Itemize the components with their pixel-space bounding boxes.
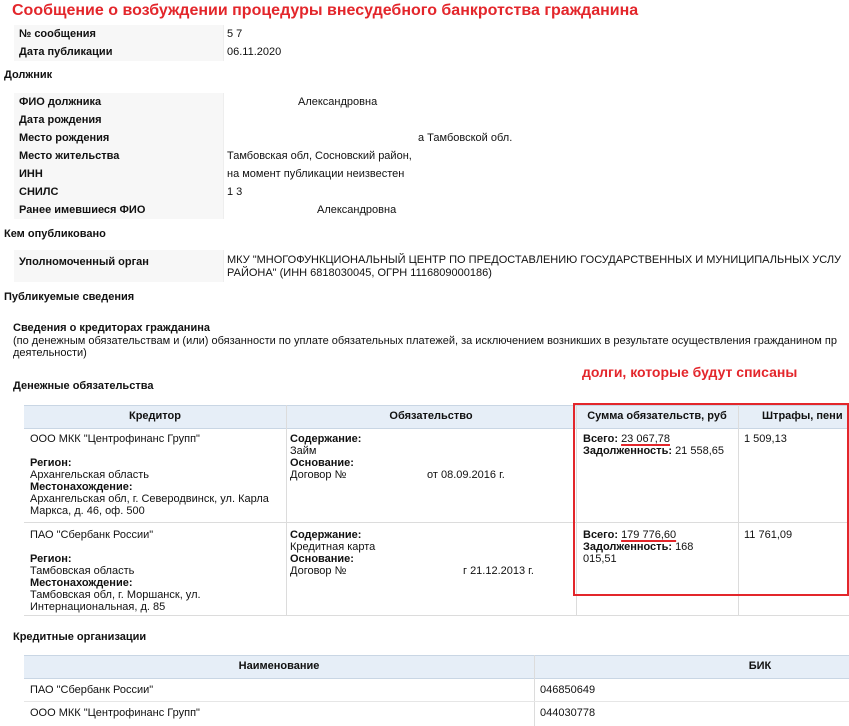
row1-location-label: Местонахождение: (30, 481, 133, 493)
row2-region: Тамбовская область (30, 565, 135, 577)
row2-location-label: Местонахождение: (30, 577, 133, 589)
credit-orgs-divider (534, 655, 535, 726)
row2-creditor: ПАО "Сбербанк России" (30, 529, 154, 541)
message-number-value: 5 7 (227, 28, 243, 40)
spacer (30, 541, 201, 553)
debtor-residence-value: Тамбовская обл, Сосновский район, (227, 150, 412, 162)
row1-debt: 21 558,65 (675, 445, 724, 457)
highlight-box (573, 403, 849, 596)
row1-basis-label: Основание: (290, 457, 354, 469)
row1-region: Архангельская область (30, 469, 149, 481)
row1-total-label: Всего: (583, 433, 618, 445)
debtor-birth-date-label: Дата рождения (19, 114, 102, 126)
publisher-org-value-line2: РАЙОНА" (ИНН 6818030045, ОГРН 1116809000186) (227, 267, 492, 279)
creditors-title: Сведения о кредиторах гражданина (13, 322, 210, 334)
publisher-section-title: Кем опубликовано (4, 228, 106, 240)
credit-orgs-header-name: Наименование (238, 660, 320, 672)
debtor-inn-label: ИНН (19, 168, 43, 180)
list-item: ООО МКК "Центрофинанс Групп" (30, 707, 200, 719)
creditors-note-line2: деятельности) (13, 347, 87, 359)
table-bottom-line (24, 615, 849, 616)
row2-total-label: Всего: (583, 529, 618, 541)
message-number-value-bg (223, 25, 849, 43)
publisher-org-label: Уполномоченный орган (19, 256, 149, 268)
row1-content-label: Содержание: (290, 433, 362, 445)
obligations-header-fines: Штрафы, пени (762, 410, 843, 422)
row2-basis-label: Основание: (290, 553, 354, 565)
row2-debt-line2: 015,51 (583, 553, 617, 565)
row1-total: 23 067,78 (621, 433, 670, 445)
debtor-residence-label: Место жительства (19, 150, 120, 162)
row2-debt-line1: 168 (675, 541, 694, 553)
money-obligations-title: Денежные обязательства (13, 380, 154, 392)
spacer (30, 445, 269, 457)
publisher-org-value-line1: МКУ "МНОГОФУНКЦИОНАЛЬНЫЙ ЦЕНТР ПО ПРЕДОСТАВЛЕНИЮ ГОСУДАРСТВЕННЫХ И МУНИЦИПАЛЬНЫХ УСЛУ (227, 254, 842, 266)
row1-content: Займ (290, 445, 317, 457)
credit-orgs-row-line (24, 701, 849, 702)
publication-date-value: 06.11.2020 (227, 46, 282, 58)
publication-date-label: Дата публикации (19, 46, 113, 58)
row2-debt-label: Задолженность: (583, 541, 672, 553)
debtor-snils-label: СНИЛС (19, 186, 59, 198)
table-row (30, 529, 201, 613)
row1-basis: Договор № (290, 469, 347, 481)
list-item: 046850649 (540, 684, 596, 696)
row2-fines: 11 761,09 (744, 529, 793, 541)
row2-basis: Договор № (290, 565, 347, 577)
row2-location-line1: Тамбовская обл, г. Моршанск, ул. (30, 589, 201, 601)
debtor-snils-value-bg (223, 183, 849, 201)
debtor-birth-date-value-bg (223, 111, 849, 129)
annotation-note: долги, которые будут списаны (582, 364, 798, 380)
debtor-birth-place-label: Место рождения (19, 132, 110, 144)
row2-basis-date: г 21.12.2013 г. (463, 565, 534, 577)
debtor-inn-value: на момент публикации неизвестен (227, 168, 405, 180)
obligations-header-obligation: Обязательство (389, 410, 473, 422)
list-item: ПАО "Сбербанк России" (30, 684, 154, 696)
debtor-birth-place-value-bg (223, 129, 849, 147)
credit-orgs-title: Кредитные организации (13, 631, 147, 643)
debtor-snils-value: 1 3 (227, 186, 243, 198)
row2-obligation (290, 529, 375, 577)
row1-debt-label: Задолженность: (583, 445, 672, 457)
row1-obligation (290, 433, 361, 481)
row2-location-line2: Интернациональная, д. 85 (30, 601, 166, 613)
list-item: 044030778 (540, 707, 596, 719)
obligations-header-sum: Сумма обязательств, руб (587, 410, 727, 422)
page-title: Сообщение о возбуждении процедуры внесудебного банкротства гражданина (12, 2, 639, 19)
debtor-fio-label: ФИО должника (19, 96, 102, 108)
obligations-header-creditor: Кредитор (129, 410, 181, 422)
row1-location-line1: Архангельская обл, г. Северодвинск, ул. Карла (30, 493, 269, 505)
row1-creditor: ООО МКК "Центрофинанс Групп" (30, 433, 200, 445)
row1-fines: 1 509,13 (744, 433, 787, 445)
row2-region-label: Регион: (30, 553, 72, 565)
debtor-section-title: Должник (4, 69, 53, 81)
col-divider-1 (286, 405, 287, 615)
debtor-birth-place-value: а Тамбовской обл. (418, 132, 513, 144)
row1-basis-date: от 08.09.2016 г. (427, 469, 505, 481)
row1-region-label: Регион: (30, 457, 72, 469)
row2-content-label: Содержание: (290, 529, 362, 541)
publication-date-value-bg (223, 43, 849, 61)
message-number-label: № сообщения (19, 28, 96, 40)
published-section-title: Публикуемые сведения (4, 291, 135, 303)
row2-total: 179 776,60 (621, 529, 677, 541)
debtor-prev-fio-label: Ранее имевшиеся ФИО (19, 204, 146, 216)
row2-content: Кредитная карта (290, 541, 376, 553)
table-row (30, 433, 269, 517)
credit-orgs-header-bik: БИК (748, 660, 772, 672)
creditors-note-line1: (по денежным обязательствам и (или) обязанности по уплате обязательных платежей, за исключением возникших в результате осуществления гражданином пр (13, 335, 837, 347)
debtor-fio-value: Александровна (298, 96, 378, 108)
row1-location-line2: Маркса, д. 46, оф. 500 (30, 505, 145, 517)
debtor-prev-fio-value: Александровна (317, 204, 397, 216)
